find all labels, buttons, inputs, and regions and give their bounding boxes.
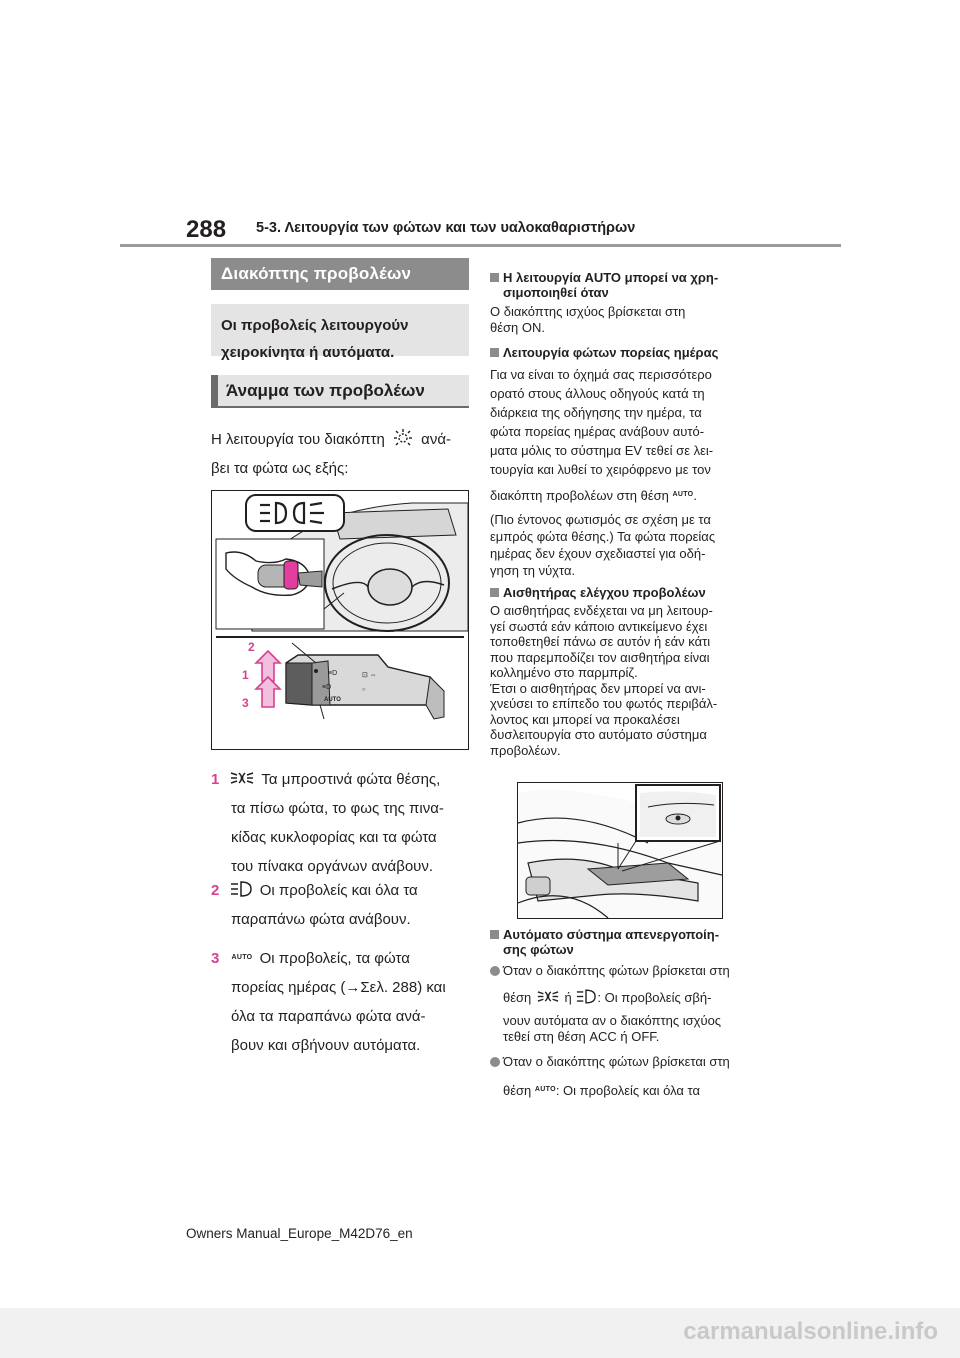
- bullet-text: : Οι προβολείς και όλα τα: [555, 1082, 700, 1098]
- figure-label-3: 3: [242, 696, 249, 710]
- lever-auto-label: AUTO: [324, 697, 341, 703]
- paragraph-power-on: [490, 304, 760, 335]
- paragraph-line: φώτα πορείας ημέρας ανάβουν αυτό-: [490, 424, 705, 439]
- item-text: πορείας ημέρας (→Σελ. 288) και: [231, 979, 446, 996]
- svg-text:⊡ ⇔: ⊡ ⇔: [362, 672, 377, 679]
- paragraph-line: Για να είναι το όχημά σας περισσότερο: [490, 367, 712, 382]
- heading-text: Λειτουργία φώτων πορείας ημέρας: [503, 345, 719, 360]
- item-text: κίδας κυκλοφορίας και τα φώτα: [231, 829, 437, 846]
- paragraph-line: Έτσι ο αισθητήρας δεν μπορεί να ανι-: [490, 680, 706, 696]
- item-number: 2: [211, 882, 220, 899]
- item-1: [211, 765, 471, 881]
- paragraph-line: δυσλειτουργία στο αυτόματο σύστημα: [490, 727, 707, 742]
- paragraph-line: εμπρός φώτα θέσης.) Τα φώτα πορείας: [490, 529, 716, 544]
- paragraph-line: (Πιο έντονος φωτισμός σε σχέση με τα: [490, 512, 711, 527]
- intro-paragraph: [211, 425, 471, 483]
- section-title: 5-3. Λειτουργία των φώτων και των υαλοκαθαριστήρων: [256, 220, 636, 236]
- item-text: βουν και σβήνουν αυτόματα.: [231, 1037, 421, 1054]
- item-text: Οι προβολείς, τα φώτα: [259, 950, 410, 967]
- header-rule: [120, 244, 841, 247]
- paragraph-line: γεί σωστά εάν κάποιο αντικείμενο έχει: [490, 618, 708, 634]
- paragraph-line: προβολέων.: [490, 742, 561, 758]
- bullet-1: [490, 963, 760, 1044]
- paragraph-line: [490, 485, 760, 505]
- para-text-2: βει τα φώτα ως εξής:: [211, 460, 349, 477]
- bullet-text: Όταν ο διακόπτης φώτων βρίσκεται στη: [503, 963, 730, 978]
- item-3: [211, 943, 471, 1060]
- square-bullet: [490, 273, 499, 282]
- svg-text:≡D: ≡D: [328, 670, 338, 677]
- paragraph-line: λοντος και μπορεί να προκαλέσει: [490, 711, 680, 727]
- svg-text:○: ○: [362, 687, 366, 693]
- item-2: [211, 876, 471, 934]
- heading-text-2: σιμοποιηθεί όταν: [503, 285, 609, 300]
- svg-text:≡D: ≡D: [322, 684, 332, 691]
- intro-box: [211, 304, 469, 361]
- auto-icon: AUTO: [231, 954, 253, 961]
- headlight-switch-illustration: [212, 491, 468, 749]
- light-sensor-illustration: [518, 783, 722, 918]
- item-text: όλα τα παραπάνω φώτα ανά-: [231, 1008, 426, 1025]
- auto-icon: AUTO: [534, 1085, 556, 1093]
- heading-auto-usable: [490, 270, 760, 300]
- bullet-text: νουν αυτόματα αν ο διακόπτης ισχύος: [503, 1013, 722, 1028]
- right-column-lower: [490, 927, 760, 1098]
- bullet-text: θέση: [503, 1082, 532, 1098]
- paragraph-line: τουργία και λυθεί το χειρόφρενο με τον: [490, 462, 711, 477]
- paragraph-drl: [490, 365, 760, 505]
- round-bullet: [490, 1057, 500, 1067]
- figure-label-2: 2: [248, 640, 255, 654]
- intro-text: Οι προβολείς λειτουργούν χειροκίνητα ή αυτόματα.: [221, 317, 409, 361]
- bullet-text: θέση: [503, 989, 532, 1005]
- paragraph-line: διάρκεια της οδήγησης την ημέρα, τα: [490, 405, 702, 420]
- bullet-text: ή: [564, 989, 572, 1005]
- heading-sensor: [490, 585, 760, 600]
- paragraph-line: Ο διακόπτης ισχύος βρίσκεται στη: [490, 304, 686, 319]
- page-number: 288: [186, 216, 227, 243]
- paragraph-line: γηση τη νύχτα.: [490, 563, 576, 578]
- headlights-icon: [576, 989, 596, 1004]
- paragraph-line: ματα μόλις το σύστημα EV τεθεί σε λει-: [490, 443, 714, 458]
- headlight-switch-figure: [211, 490, 469, 750]
- item-text: του πίνακα οργάνων ανάβουν.: [231, 858, 434, 875]
- item-number: 1: [211, 771, 220, 788]
- subtitle-rule: [211, 406, 469, 408]
- subtitle: Άναμμα των προβολέων: [211, 375, 469, 406]
- band-title: Διακόπτης προβολέων: [211, 258, 469, 290]
- para-text-end: ανά-: [421, 431, 452, 448]
- bullet-text: Όταν ο διακόπτης φώτων βρίσκεται στη: [503, 1054, 730, 1069]
- bullet-text: τεθεί στη θέση ACC ή OFF.: [503, 1028, 660, 1044]
- heading-text: Αυτόματο σύστημα απενεργοποίη-: [503, 927, 720, 942]
- item-text: τα πίσω φώτα, το φως της πινα-: [231, 800, 444, 817]
- light-sensor-figure: [517, 782, 723, 919]
- paragraph-line: θέση ON.: [490, 319, 546, 335]
- round-bullet: [490, 966, 500, 976]
- paragraph-line: ορατό στους άλλους οδηγούς κατά τη: [490, 386, 705, 401]
- heading-drl: [490, 345, 760, 360]
- item-number: 3: [211, 950, 220, 967]
- paragraph-line: κολλημένο στο παρμπρίζ.: [490, 665, 638, 680]
- bullet-text: : Οι προβολείς σβή-: [597, 989, 712, 1005]
- paragraph-line: που παρεμποδίζει τον αισθητήρα είναι: [490, 649, 710, 665]
- heading-text: Αισθητήρας ελέγχου προβολέων: [503, 585, 706, 600]
- para-text: Η λειτουργία του διακόπτη: [211, 431, 385, 448]
- square-bullet: [490, 588, 499, 597]
- paragraph-sensor: [490, 603, 760, 758]
- square-bullet: [490, 930, 499, 939]
- square-bullet: [490, 348, 499, 357]
- paragraph-line: ημέρας δεν έχουν σχεδιαστεί για οδή-: [490, 546, 706, 561]
- paragraph-line: τοποθετηθεί πάνω σε αυτόν ή εάν κάτι: [490, 634, 711, 649]
- paragraph-text: διακόπτη προβολέων στη θέση: [490, 488, 669, 503]
- paragraph-line: χνεύσει το επίπεδο του φωτός περιβάλ-: [490, 696, 718, 711]
- paragraph-line: Ο αισθητήρας ενδέχεται να μη λειτουρ-: [490, 603, 713, 618]
- item-text: Τα μπροστινά φώτα θέσης,: [261, 771, 441, 788]
- paragraph-drl-note: [490, 511, 760, 579]
- footer-text: Owners Manual_Europe_M42D76_en: [186, 1226, 413, 1241]
- heading-text-2: σης φώτων: [503, 942, 574, 957]
- side-lights-icon: [230, 771, 254, 785]
- bullet-2: [490, 1054, 760, 1098]
- paragraph-text: .: [693, 488, 698, 503]
- headlight-switch-icon: [391, 429, 415, 447]
- right-column: [490, 270, 760, 758]
- auto-icon: AUTO: [672, 491, 694, 498]
- heading-auto-off: [490, 927, 760, 957]
- figure-label-1: 1: [242, 668, 249, 682]
- item-text: παραπάνω φώτα ανάβουν.: [231, 911, 411, 928]
- watermark-text: carmanualsonline.info: [683, 1318, 938, 1345]
- heading-text: Η λειτουργία AUTO μπορεί να χρη-: [503, 270, 719, 285]
- item-text: Οι προβολείς και όλα τα: [259, 882, 418, 899]
- headlights-icon: [230, 881, 252, 897]
- side-lights-icon: [537, 990, 559, 1003]
